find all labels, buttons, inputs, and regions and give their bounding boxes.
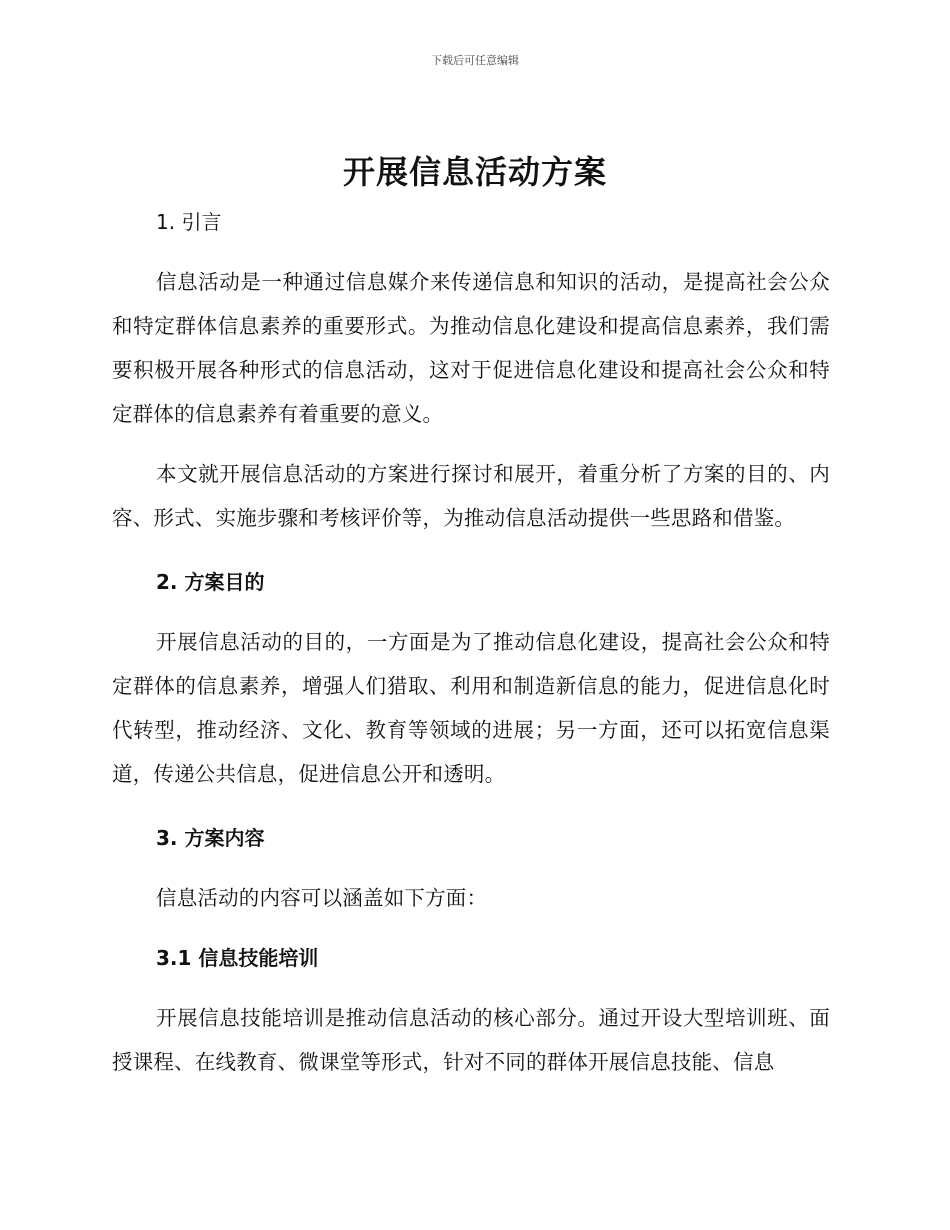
subsection-heading-skills-training: 3.1 信息技能培训 (156, 946, 319, 970)
intro-paragraph-1: 信息活动是一种通过信息媒介来传递信息和知识的活动，是提高社会公众和特定群体信息素养的重要形式。为推动信息化建设和提高信息素养，我们需要积极开展各种形式的信息活动，这对于促进信息化建设和提高社会公众和特定群体的信息素养有着重要的意义。 (112, 270, 830, 426)
section-heading-purpose: 2. 方案目的 (156, 570, 265, 594)
header-note: 下载后可任意编辑 (431, 54, 519, 67)
document-body (112, 200, 830, 1084)
document-title: 开展信息活动方案 (342, 153, 607, 191)
purpose-paragraph-1: 开展信息活动的目的，一方面是为了推动信息化建设，提高社会公众和特定群体的信息素养，增强人们猎取、利用和制造新信息的能力，促进信息化时代转型，推动经济、文化、教育等领域的进展；另一方面，还可以拓宽信息渠道，传递公共信息，促进信息公开和透明。 (112, 630, 830, 786)
skills-training-paragraph-1: 开展信息技能培训是推动信息活动的核心部分。通过开设大型培训班、面授课程、在线教育、微课堂等形式，针对不同的群体开展信息技能、信息 (112, 1006, 830, 1074)
section-heading-content: 3. 方案内容 (156, 826, 265, 850)
intro-paragraph-2: 本文就开展信息活动的方案进行探讨和展开，着重分析了方案的目的、内容、形式、实施步骤和考核评价等，为推动信息活动提供一些思路和借鉴。 (112, 462, 830, 530)
content-paragraph-1: 信息活动的内容可以涵盖如下方面： (156, 886, 488, 910)
section-heading-intro: 1. 引言 (156, 210, 222, 234)
